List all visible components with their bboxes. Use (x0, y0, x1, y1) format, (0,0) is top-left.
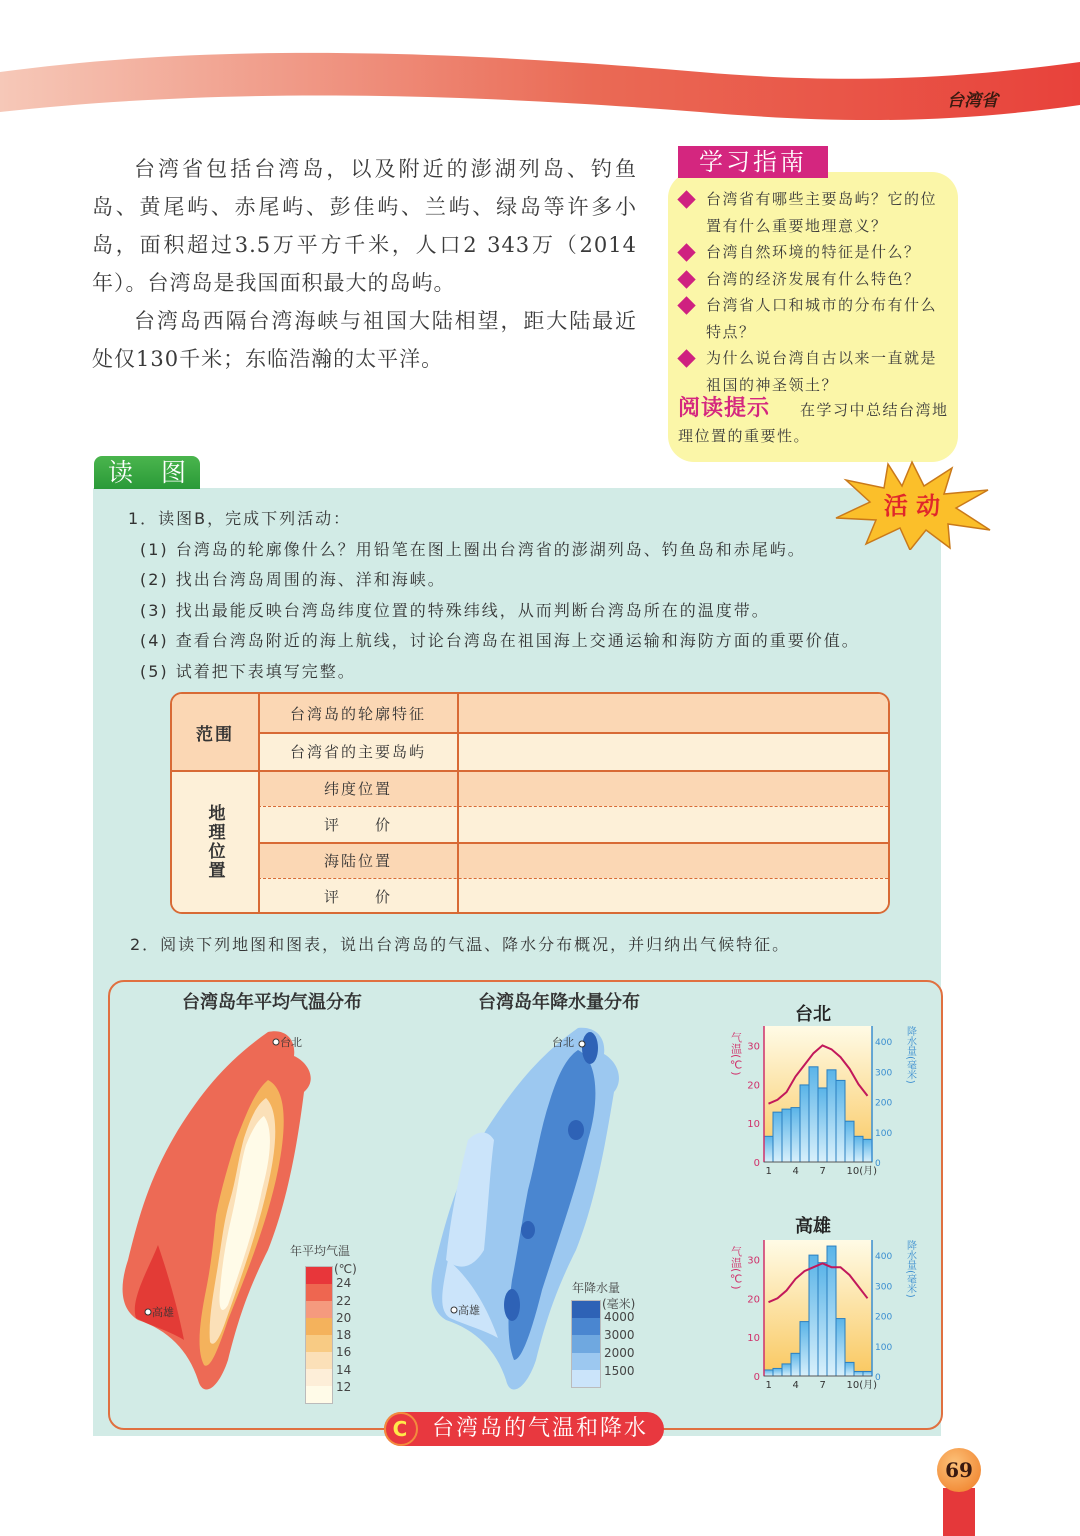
diamond-bullet-icon (677, 270, 695, 288)
svg-text:10(月): 10(月) (846, 1380, 878, 1391)
svg-text:30: 30 (747, 1255, 760, 1267)
table-row-label: 纬度位置 (323, 779, 392, 798)
climate-chart-taipei (728, 1022, 918, 1182)
guide-item: 为什么说台湾自古以来一直就是祖国的神圣领土？ (676, 345, 952, 398)
temp-map-city-kaohsiung: 高雄 (152, 1306, 174, 1319)
svg-text:4: 4 (792, 1380, 799, 1391)
question-2-title: 2．阅读下列地图和图表，说出台湾岛的气温、降水分布概况，并归纳出气候特征。 (130, 935, 791, 954)
activity-item: (3) 找出最能反映台湾岛纬度位置的特殊纬线，从而判断台湾岛所在的温度带。 (140, 600, 770, 620)
svg-text:4: 4 (792, 1166, 799, 1177)
temperature-distribution-map (118, 1020, 328, 1400)
svg-text:30: 30 (747, 1041, 760, 1053)
svg-text:300: 300 (875, 1282, 893, 1293)
diamond-bullet-icon (677, 296, 695, 314)
rain-map-city-kaohsiung: 高雄 (458, 1304, 480, 1317)
question-1-title: 1．读图B，完成下列活动： (128, 509, 352, 528)
rain-legend-unit: (毫米) (602, 1297, 636, 1311)
rain-map-title: 台湾岛年降水量分布 (478, 992, 640, 1013)
temp-legend-unit: (℃) (334, 1262, 357, 1276)
temp-legend-tick: 24 (336, 1276, 352, 1290)
answer-field-latitude[interactable] (460, 772, 888, 806)
guide-item: 台湾的经济发展有什么特色？ (676, 266, 952, 293)
geography-table (170, 692, 890, 914)
table-row-label: 台湾岛的轮廓特征 (289, 704, 426, 723)
header-banner (0, 50, 1080, 130)
svg-text:20: 20 (747, 1294, 760, 1306)
activity-item: (5) 试着把下表填写完整。 (140, 661, 356, 681)
page-number: 69 (937, 1448, 981, 1492)
temp-legend-tick: 14 (336, 1363, 352, 1377)
svg-text:降水量(毫米): 降水量(毫米) (904, 1240, 916, 1298)
page-strip (943, 1488, 975, 1536)
answer-field-outline[interactable] (460, 694, 888, 732)
figure-caption-text: 台湾岛的气温和降水 (432, 1416, 649, 1441)
svg-text:0: 0 (753, 1372, 760, 1383)
study-guide-list (676, 186, 952, 398)
rain-legend-tick: 1500 (604, 1364, 635, 1378)
diamond-bullet-icon (677, 190, 695, 208)
svg-text:气温(℃): 气温(℃) (729, 1032, 743, 1076)
svg-text:10: 10 (747, 1119, 760, 1131)
svg-text:20: 20 (747, 1080, 760, 1092)
svg-text:0: 0 (875, 1373, 881, 1383)
svg-text:200: 200 (875, 1312, 893, 1323)
activity-badge-label: 活 动 (883, 492, 941, 520)
svg-text:300: 300 (875, 1068, 893, 1079)
activity-item: (2) 找出台湾岛周围的海、洋和海峡。 (140, 570, 446, 589)
svg-text:10(月): 10(月) (846, 1166, 878, 1177)
answer-field-islands[interactable] (460, 734, 888, 770)
table-group-location: 地理位置 (204, 804, 225, 880)
intro-text (92, 150, 637, 378)
svg-text:100: 100 (875, 1342, 893, 1353)
guide-item: 台湾省有哪些主要岛屿？它的位置有什么重要地理意义？ (676, 186, 952, 239)
table-group-range: 范围 (196, 724, 234, 745)
table-row-label: 评 价 (323, 815, 392, 834)
reading-hint-title: 阅读提示 (678, 396, 771, 421)
intro-paragraph-2: 台湾岛西隔台湾海峡与祖国大陆相望，距大陆最近处仅130千米；东临浩瀚的太平洋。 (92, 309, 637, 371)
temp-legend-tick: 20 (336, 1311, 352, 1325)
intro-paragraph-1: 台湾省包括台湾岛，以及附近的澎湖列岛、钓鱼岛、黄尾屿、赤尾屿、彭佳屿、兰屿、绿岛等许多小岛，面积超过3.5万平方千米，人口2 343万（2014年）。台湾岛是我国面积最大的岛屿。 (92, 157, 637, 295)
guide-item: 台湾省人口和城市的分布有什么特点？ (676, 292, 952, 345)
svg-text:7: 7 (819, 1166, 826, 1177)
rain-legend-tick: 4000 (604, 1310, 635, 1324)
rain-legend-tick: 2000 (604, 1346, 635, 1360)
section-label: 台湾省 (947, 91, 998, 111)
rain-legend-title: 年降水量 (572, 1281, 621, 1295)
study-guide-title: 学习指南 (678, 146, 828, 178)
rain-legend-swatches (571, 1300, 601, 1388)
activity-item: (4) 查看台湾岛附近的海上航线，讨论台湾岛在祖国海上交通运输和海防方面的重要价值。 (140, 631, 860, 650)
svg-text:400: 400 (875, 1038, 893, 1049)
temp-legend-tick: 12 (336, 1380, 352, 1394)
temp-map-title: 台湾岛年平均气温分布 (182, 992, 362, 1013)
table-row-label: 海陆位置 (323, 851, 392, 870)
temp-legend-swatches (305, 1266, 333, 1404)
diamond-bullet-icon (677, 349, 695, 367)
svg-text:400: 400 (875, 1252, 893, 1263)
figure-caption (384, 1412, 664, 1446)
rain-map-city-taipei: 台北 (552, 1036, 574, 1049)
svg-text:气温(℃): 气温(℃) (729, 1246, 743, 1290)
figure-letter-badge: C (384, 1412, 418, 1446)
svg-text:降水量(毫米): 降水量(毫米) (904, 1026, 916, 1084)
svg-text:0: 0 (875, 1159, 881, 1169)
answer-field-latitude-evaluation[interactable] (460, 808, 888, 842)
precipitation-distribution-map (428, 1020, 638, 1400)
activity-list (128, 504, 948, 687)
guide-item: 台湾自然环境的特征是什么？ (676, 239, 952, 266)
svg-text:100: 100 (875, 1128, 893, 1139)
answer-field-sea-land[interactable] (460, 844, 888, 878)
answer-field-sea-land-evaluation[interactable] (460, 880, 888, 912)
reading-hint-text: 在学习中总结台湾地理位置的重要性。 (678, 401, 949, 445)
read-map-tab: 读 图 (94, 456, 200, 489)
activity-item: (1) 台湾岛的轮廓像什么？用铅笔在图上圈出台湾省的澎湖列岛、钓鱼岛和赤尾屿。 (140, 539, 806, 559)
temp-legend-title: 年平均气温 (290, 1244, 351, 1258)
diamond-bullet-icon (677, 243, 695, 261)
svg-text:10: 10 (747, 1333, 760, 1345)
temp-legend-tick: 22 (336, 1294, 352, 1308)
chart-title-kaohsiung: 高雄 (795, 1216, 831, 1237)
temp-map-city-taipei: 台北 (280, 1036, 302, 1049)
temp-legend-tick: 16 (336, 1345, 352, 1359)
table-row-label: 台湾省的主要岛屿 (289, 742, 426, 761)
reading-hint (678, 396, 950, 449)
climate-chart-kaohsiung (728, 1236, 918, 1396)
svg-text:0: 0 (753, 1158, 760, 1169)
temp-legend-tick: 18 (336, 1328, 352, 1342)
svg-text:7: 7 (819, 1380, 826, 1391)
table-row-label: 评 价 (323, 887, 392, 906)
svg-text:200: 200 (875, 1098, 893, 1109)
chart-title-taipei: 台北 (795, 1004, 831, 1025)
svg-text:1: 1 (765, 1380, 772, 1391)
svg-text:1: 1 (765, 1166, 772, 1177)
rain-legend-tick: 3000 (604, 1328, 635, 1342)
